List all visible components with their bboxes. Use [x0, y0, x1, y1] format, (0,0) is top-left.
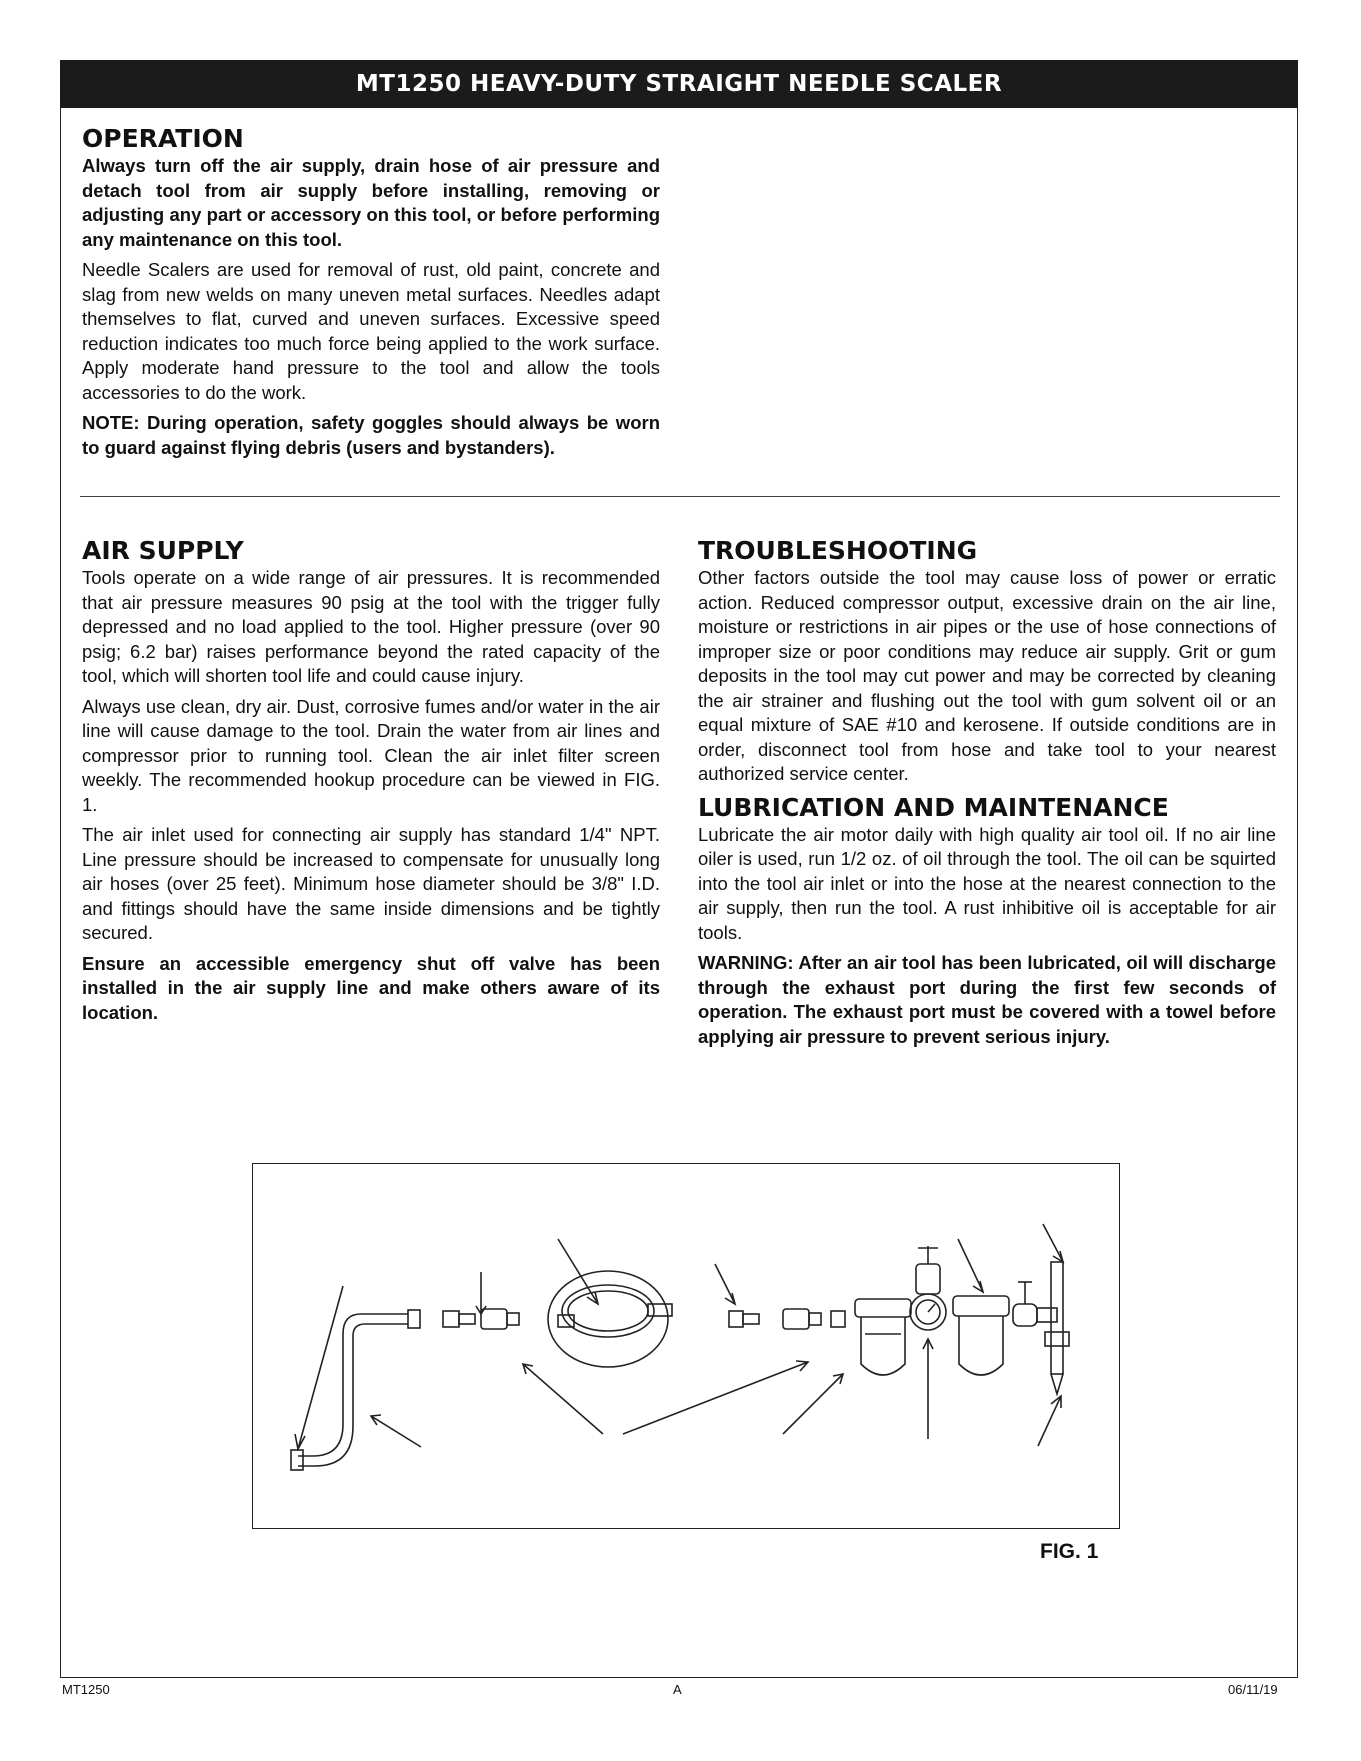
- air-supply-paragraph-1: Tools operate on a wide range of air pressures. It is recommended that air pressure measures 90 psig at the tool with the trigger fully depressed and no load applied to the tool. Higher pressure (over 90 psig; 6.2 bar) raises performance beyond the rated capacity of the tool, which will shorten tool life and could cause injury.: [82, 567, 660, 686]
- footer-date: 06/11/19: [1228, 1682, 1278, 1697]
- troubleshooting-body: Other factors outside the tool may cause loss of power or erratic action. Reduced compressor output, excessive drain on the air line, moisture or restrictions in air pipes or the use of hose connections of improper size or poor conditions may reduce air supply. Grit or gum deposits in the tool may cut power and may be corrected by cleaning the air strainer and flushing out the tool with gum solvent oil or an equal mixture of SAE #10 and kerosene. If outside conditions are in order, disconnect tool from hose and take tool to your nearest authorized service center.: [698, 567, 1276, 784]
- section-divider: [80, 496, 1280, 497]
- tee-and-drain: [1037, 1262, 1069, 1394]
- lubrication-heading: LUBRICATION AND MAINTENANCE: [698, 792, 1169, 822]
- lubrication-warning: WARNING: After an air tool has been lubricated, oil will discharge through the exhaust port during the first few seconds of operation. The exhaust port must be covered with a towel before applying air pressure to prevent serious injury.: [698, 952, 1276, 1047]
- operation-section: [82, 124, 660, 466]
- operation-heading: OPERATION: [82, 124, 244, 153]
- whip-hose: [548, 1271, 672, 1367]
- right-column: [698, 536, 1276, 1055]
- lubricator-unit: [953, 1282, 1037, 1375]
- operation-warning: Always turn off the air supply, drain hose of air pressure and detach tool from air supply before installing, removing or adjusting any part or accessory on this tool, or before performing any maintenance on this tool.: [82, 155, 660, 250]
- air-supply-section: [82, 536, 660, 1031]
- operation-note: NOTE: During operation, safety goggles should always be worn to guard against flying debris (users and bystanders).: [82, 412, 660, 458]
- lubrication-body: Lubricate the air motor daily with high quality air tool oil. If no air line oiler is used, run 1/2 oz. of oil through the tool. The oil can be squirted into the tool air inlet or into the hose at the nearest connection to the air supply, then run the tool. A rust inhibitive oil is acceptable for air tools.: [698, 823, 1276, 943]
- air-supply-warning: Ensure an accessible emergency shut off valve has been installed in the air supply line and make others aware of its location.: [82, 952, 660, 1023]
- hookup-figure: [252, 1163, 1120, 1529]
- operation-body: Needle Scalers are used for removal of rust, old paint, concrete and slag from new welds on many uneven metal surfaces. Needles adapt themselves to flat, curved and uneven surfaces. Excessive speed reduction indicates too much force being applied to the work surface. Apply moderate hand pressure to the tool and allow the tools accessories to do the work.: [82, 259, 660, 403]
- troubleshooting-heading: TROUBLESHOOTING: [698, 536, 978, 565]
- filter-unit: [855, 1299, 911, 1375]
- footer-model: MT1250: [62, 1682, 110, 1697]
- air-supply-paragraph-3: The air inlet used for connecting air supply has standard 1/4" NPT. Line pressure should be increased to compensate for unusually long air hoses (over 25 feet). Minimum hose diameter should be 3/8" I.D. and fittings should have the same inside dimensions and be tightly secured.: [82, 824, 660, 943]
- air-supply-heading: AIR SUPPLY: [82, 536, 244, 565]
- footer-page: A: [673, 1682, 682, 1697]
- page-title: MT1250 HEAVY-DUTY STRAIGHT NEEDLE SCALER: [60, 60, 1298, 108]
- regulator-unit: [910, 1246, 946, 1330]
- air-hose: [291, 1310, 420, 1470]
- leader-lines: [295, 1224, 1063, 1449]
- figure-caption: FIG. 1: [1040, 1540, 1099, 1563]
- hookup-diagram: [253, 1164, 1118, 1527]
- air-supply-paragraph-2: Always use clean, dry air. Dust, corrosive fumes and/or water in the air line will cause damage to the tool. Drain the water from air lines and compressor prior to running tool. Clean the air inlet filter screen weekly. The recommended hookup procedure can be viewed in FIG. 1.: [82, 695, 660, 815]
